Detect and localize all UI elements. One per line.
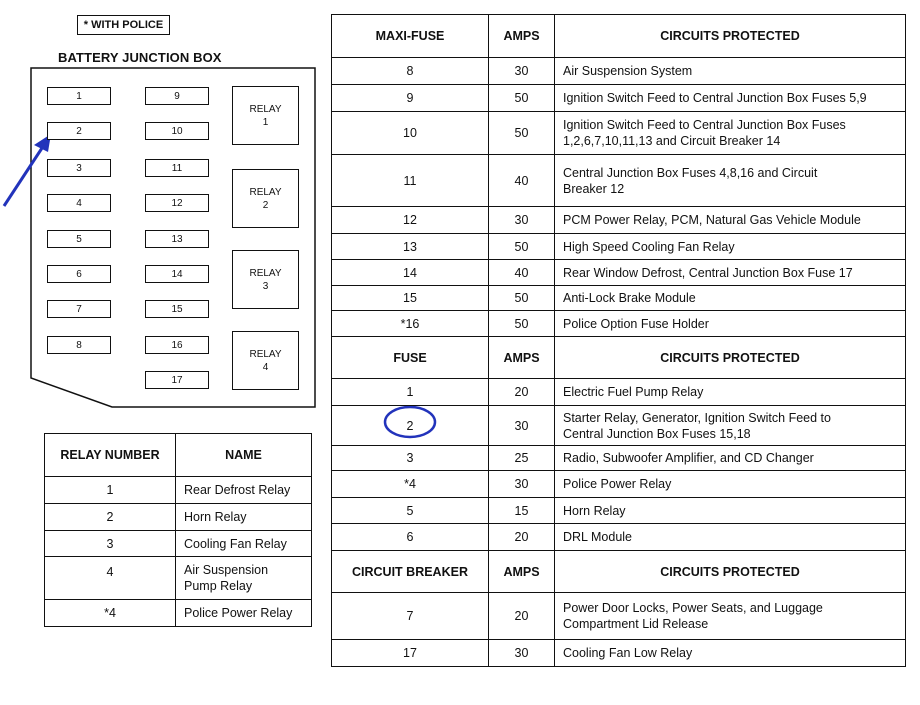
- fuse-circuits: Police Option Fuse Holder: [555, 311, 906, 337]
- table-row: [332, 234, 906, 260]
- fuse-slot: 2: [47, 122, 111, 140]
- fuse-slot: 15: [145, 300, 209, 318]
- relay-number: 1: [45, 477, 176, 504]
- fuse-id: 2: [332, 406, 489, 446]
- fuse-circuits: Rear Window Defrost, Central Junction Box Fuse 17: [555, 260, 906, 286]
- fuse-header: FUSE: [332, 337, 489, 379]
- fuse-id: 14: [332, 260, 489, 286]
- fuse-amps: 15: [489, 498, 555, 524]
- fuse-id: 10: [332, 112, 489, 155]
- relay-number: 2: [45, 504, 176, 531]
- circuits-header: CIRCUITS PROTECTED: [555, 551, 906, 593]
- fuse-amps: 50: [489, 85, 555, 112]
- fuse-id: 12: [332, 207, 489, 234]
- relay-table: [44, 433, 312, 627]
- fuse-slot: 12: [145, 194, 209, 212]
- relay-label: RELAY: [249, 348, 282, 360]
- table-row: [332, 593, 906, 640]
- fuse-id: 13: [332, 234, 489, 260]
- table-row: [45, 504, 312, 531]
- fuse-amps: 50: [489, 311, 555, 337]
- table-row: [45, 531, 312, 557]
- relay-number: *4: [45, 600, 176, 627]
- relay-name: Rear Defrost Relay: [176, 477, 312, 504]
- fuse-circuits: High Speed Cooling Fan Relay: [555, 234, 906, 260]
- relay-slot: [232, 331, 299, 390]
- fuse-amps: 50: [489, 286, 555, 311]
- fuse-amps: 20: [489, 593, 555, 640]
- relay-slot: [232, 169, 299, 228]
- fuse-amps: 40: [489, 260, 555, 286]
- fuse-slot: 4: [47, 194, 111, 212]
- fuse-amps: 30: [489, 640, 555, 667]
- fuse-slot: 14: [145, 265, 209, 283]
- table-row: [332, 207, 906, 234]
- relay-label: RELAY: [249, 103, 282, 115]
- table-row: [332, 112, 906, 155]
- circuits-header: CIRCUITS PROTECTED: [555, 337, 906, 379]
- fuse-slot: 11: [145, 159, 209, 177]
- relay-slot: [232, 250, 299, 309]
- fuse-slot: 5: [47, 230, 111, 248]
- fuse-slot: 1: [47, 87, 111, 105]
- relay-number: 1: [262, 116, 269, 128]
- fuse-amps: 50: [489, 112, 555, 155]
- fuse-header-row: [332, 337, 906, 379]
- fuse-slot: 10: [145, 122, 209, 140]
- amps-header: AMPS: [489, 337, 555, 379]
- fuse-slot: 17: [145, 371, 209, 389]
- relay-label: RELAY: [249, 267, 282, 279]
- fuse-amps: 40: [489, 155, 555, 207]
- fuse-slot: 6: [47, 265, 111, 283]
- table-row: [332, 524, 906, 551]
- relay-name-header: NAME: [176, 434, 312, 477]
- fuse-circuits: Horn Relay: [555, 498, 906, 524]
- fuse-id: 17: [332, 640, 489, 667]
- amps-header: AMPS: [489, 551, 555, 593]
- fuse-id: *16: [332, 311, 489, 337]
- fuse-amps: 25: [489, 446, 555, 471]
- fuse-id: *4: [332, 471, 489, 498]
- fuse-circuits: Power Door Locks, Power Seats, and Luggage Compartment Lid Release: [555, 593, 906, 640]
- table-row: [332, 379, 906, 406]
- fuse-chart-table: [331, 14, 906, 667]
- fuse-circuits: DRL Module: [555, 524, 906, 551]
- relay-name: Police Power Relay: [176, 600, 312, 627]
- police-note: * WITH POLICE: [77, 15, 170, 35]
- fuse-slot: 16: [145, 336, 209, 354]
- fuse-slot: 13: [145, 230, 209, 248]
- maxi-fuse-header-row: [332, 15, 906, 58]
- fuse-circuits: Central Junction Box Fuses 4,8,16 and Circuit Breaker 12: [555, 155, 906, 207]
- fuse-circuits: Ignition Switch Feed to Central Junction Box Fuses 5,9: [555, 85, 906, 112]
- relay-name: Cooling Fan Relay: [176, 531, 312, 557]
- relay-number: 3: [262, 280, 269, 292]
- relay-number: 3: [45, 531, 176, 557]
- relay-name: Horn Relay: [176, 504, 312, 531]
- circuits-header: CIRCUITS PROTECTED: [555, 15, 906, 58]
- fuse-amps: 20: [489, 379, 555, 406]
- fuse-amps: 20: [489, 524, 555, 551]
- relay-slot: [232, 86, 299, 145]
- fuse-circuits: Radio, Subwoofer Amplifier, and CD Changer: [555, 446, 906, 471]
- fuse-id: 8: [332, 58, 489, 85]
- fuse-id: 6: [332, 524, 489, 551]
- table-row: [45, 557, 312, 600]
- annotation-arrow: [4, 145, 44, 206]
- relay-number: 2: [262, 199, 269, 211]
- table-row: [332, 311, 906, 337]
- amps-header: AMPS: [489, 15, 555, 58]
- fuse-id: 7: [332, 593, 489, 640]
- circuit-breaker-header: CIRCUIT BREAKER: [332, 551, 489, 593]
- fuse-amps: 30: [489, 406, 555, 446]
- fuse-circuits: Cooling Fan Low Relay: [555, 640, 906, 667]
- relay-number: 4: [45, 557, 176, 600]
- fuse-amps: 30: [489, 58, 555, 85]
- table-row: [332, 85, 906, 112]
- table-row: [45, 477, 312, 504]
- fuse-circuits: Police Power Relay: [555, 471, 906, 498]
- relay-number: 4: [262, 361, 269, 373]
- table-row: [332, 446, 906, 471]
- table-row: [332, 260, 906, 286]
- table-row: [45, 600, 312, 627]
- fuse-id: 15: [332, 286, 489, 311]
- fuse-slot: 8: [47, 336, 111, 354]
- fuse-amps: 50: [489, 234, 555, 260]
- junction-box-title: BATTERY JUNCTION BOX: [58, 50, 222, 65]
- fuse-id: 1: [332, 379, 489, 406]
- table-row: [332, 640, 906, 667]
- fuse-circuits: Air Suspension System: [555, 58, 906, 85]
- table-row: [332, 286, 906, 311]
- fuse-slot: 7: [47, 300, 111, 318]
- fuse-slot: 3: [47, 159, 111, 177]
- relay-label: RELAY: [249, 186, 282, 198]
- fuse-id: 3: [332, 446, 489, 471]
- fuse-id: 9: [332, 85, 489, 112]
- fuse-id: 5: [332, 498, 489, 524]
- fuse-circuits: Anti-Lock Brake Module: [555, 286, 906, 311]
- maxi-fuse-header: MAXI-FUSE: [332, 15, 489, 58]
- fuse-slot: 9: [145, 87, 209, 105]
- fuse-circuits: Starter Relay, Generator, Ignition Switch Feed to Central Junction Box Fuses 15,18: [555, 406, 906, 446]
- fuse-circuits: Electric Fuel Pump Relay: [555, 379, 906, 406]
- table-row: [332, 58, 906, 85]
- table-row: [332, 471, 906, 498]
- table-row: [332, 406, 906, 446]
- fuse-amps: 30: [489, 471, 555, 498]
- fuse-amps: 30: [489, 207, 555, 234]
- circuit-breaker-header-row: [332, 551, 906, 593]
- relay-number-header: RELAY NUMBER: [45, 434, 176, 477]
- fuse-id: 11: [332, 155, 489, 207]
- relay-name: Air Suspension Pump Relay: [176, 557, 312, 600]
- table-row: [332, 498, 906, 524]
- fuse-circuits: PCM Power Relay, PCM, Natural Gas Vehicle Module: [555, 207, 906, 234]
- table-row: [332, 155, 906, 207]
- fuse-circuits: Ignition Switch Feed to Central Junction Box Fuses 1,2,6,7,10,11,13 and Circuit Breaker 14: [555, 112, 906, 155]
